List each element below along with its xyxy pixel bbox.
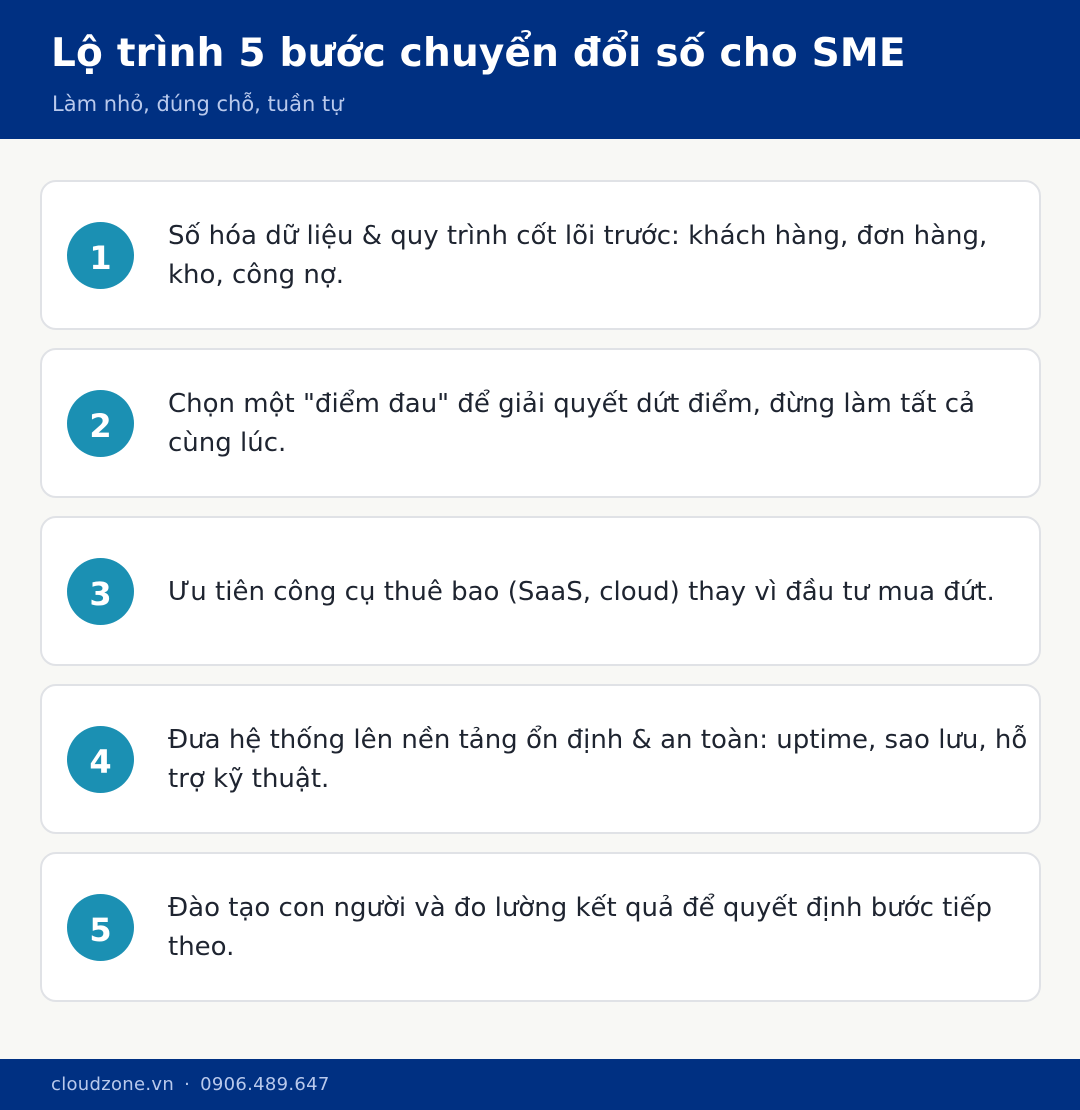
step-number-badge: 1 xyxy=(67,222,134,289)
header-banner xyxy=(0,0,1080,139)
step-card-3 xyxy=(40,516,1041,666)
step-text: Ưu tiên công cụ thuê bao (SaaS, cloud) thay vì đầu tư mua đứt. xyxy=(168,576,995,607)
step-text: Đưa hệ thống lên nền tảng ổn định & an toàn: uptime, sao lưu, hỗ trợ kỹ thuật. xyxy=(168,725,1028,794)
step-number-badge: 3 xyxy=(67,558,134,625)
footer-website: cloudzone.vn xyxy=(51,1074,175,1095)
step-card-5 xyxy=(40,852,1041,1002)
footer-bar xyxy=(0,1059,1080,1110)
step-card-2 xyxy=(40,348,1041,498)
step-text: Số hóa dữ liệu & quy trình cốt lõi trước: khách hàng, đơn hàng, kho, công nợ. xyxy=(168,221,988,290)
step-number-badge: 2 xyxy=(67,390,134,457)
step-number-badge: 4 xyxy=(67,726,134,793)
footer-phone: 0906.489.647 xyxy=(200,1074,330,1095)
step-text: Chọn một "điểm đau" để giải quyết dứt điểm, đừng làm tất cả cùng lúc. xyxy=(168,389,975,458)
step-number-badge: 5 xyxy=(67,894,134,961)
page-subtitle: Làm nhỏ, đúng chỗ, tuần tự xyxy=(52,92,344,116)
footer-separator: · xyxy=(184,1074,191,1095)
step-text: Đào tạo con người và đo lường kết quả để quyết định bước tiếp theo. xyxy=(168,893,993,962)
step-card-1 xyxy=(40,180,1041,330)
steps-list xyxy=(40,180,1041,1020)
step-card-4 xyxy=(40,684,1041,834)
page-title: Lộ trình 5 bước chuyển đổi số cho SME xyxy=(51,31,906,76)
